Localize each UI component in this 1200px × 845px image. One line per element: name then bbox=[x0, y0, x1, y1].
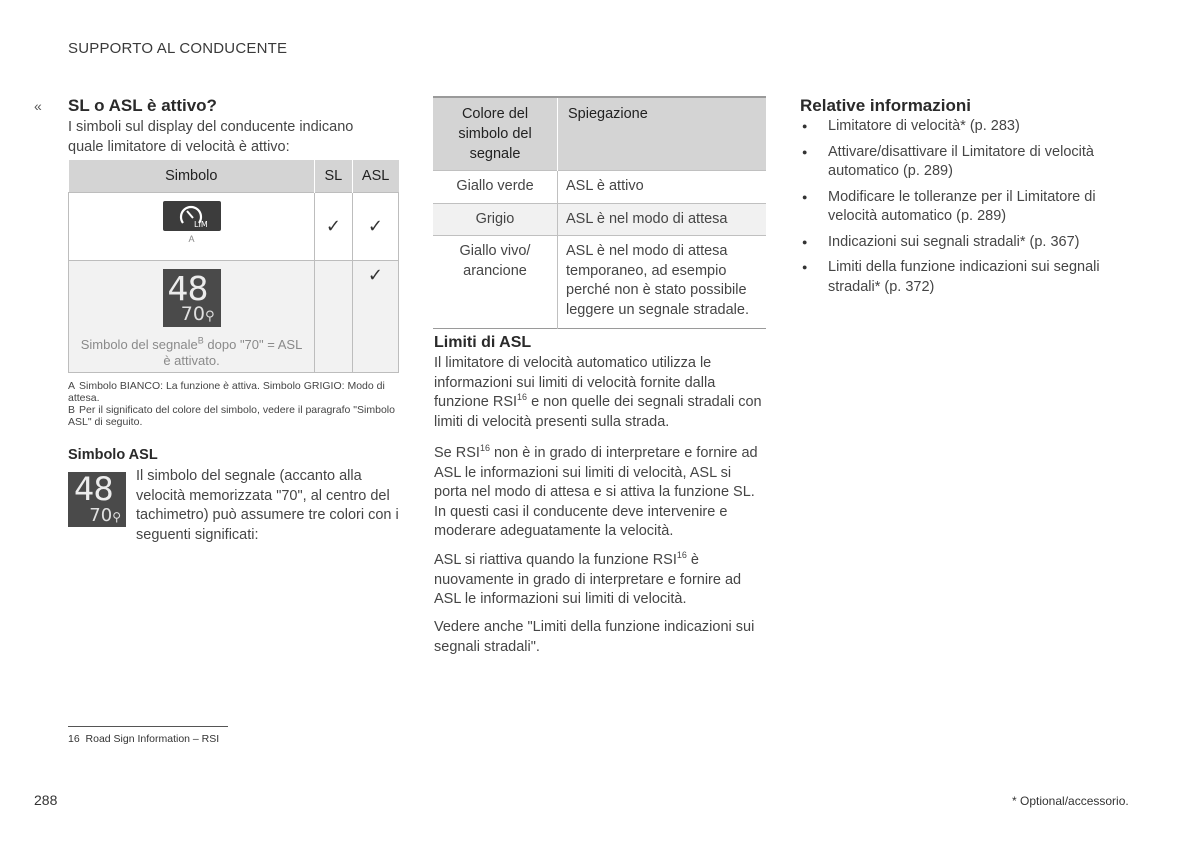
simbolo-asl-title: Simbolo ASL bbox=[68, 447, 158, 463]
footnote-b: B Per il significato del colore del simbolo, vedere il paragrafo "Simbolo ASL" di seguito. bbox=[68, 404, 395, 428]
lim-label: LIM bbox=[193, 220, 208, 229]
related-link[interactable]: ● Indicazioni sui segnali stradali* (p. 367) bbox=[800, 233, 1130, 253]
related-link[interactable]: ● Limitatore di velocità* (p. 283) bbox=[800, 117, 1130, 137]
limiti-paragraph-1: Il limitatore di velocità automatico utilizza le informazioni sui limiti di velocità fornite dalla funzione RSI$^{16}$ e non quelle dei segnali stradali con limiti di velocità presenti sulla strada. bbox=[434, 355, 762, 430]
color-meaning-table bbox=[433, 96, 766, 329]
asl-symbol-icon bbox=[68, 472, 126, 527]
asl-check-2: ✓ bbox=[367, 265, 383, 285]
related-link[interactable]: ● Limiti della funzione indicazioni sui segnali stradali* (p. 372) bbox=[800, 258, 1130, 297]
explanation-cell: ASL è attivo bbox=[558, 171, 767, 204]
asl-symbol-caption: Simbolo del segnale$^B$ dopo "70" = ASL è attivato. bbox=[80, 335, 303, 368]
symbol-table bbox=[68, 160, 399, 373]
related-list bbox=[800, 117, 1130, 303]
explanation-cell: ASL è nel modo di attesa bbox=[558, 203, 767, 236]
color-cell: Giallo verde bbox=[433, 171, 558, 204]
speed-limiter-icon bbox=[163, 201, 221, 231]
footnote-16: 16 Road Sign Information – RSI bbox=[68, 733, 220, 745]
lim-symbol-cell bbox=[69, 193, 315, 261]
footnote-divider bbox=[68, 726, 228, 727]
asl-symbol-cell bbox=[69, 261, 315, 373]
asl-set-speed: 48 bbox=[74, 470, 113, 508]
limiti-paragraph-3: ASL si riattiva quando la funzione RSI$^{16}$ è nuovamente in grado di interpretare e fornire ad ASL le informazioni sui limiti di velocità. bbox=[434, 550, 742, 607]
section-header: SUPPORTO AL CONDUCENTE bbox=[68, 40, 288, 57]
sl-asl-intro: I simboli sul display del conducente indicano quale limitatore di velocità è attivo: bbox=[68, 119, 354, 155]
limiti-paragraph-4: Vedere anche "Limiti della funzione indicazioni sui segnali stradali". bbox=[434, 619, 755, 655]
color-header: Colore del simbolo del segnale bbox=[433, 97, 558, 171]
sl-empty-cell bbox=[315, 261, 353, 373]
related-link[interactable]: ● Modificare le tolleranze per il Limitatore di velocità automatico (p. 289) bbox=[800, 188, 1130, 227]
related-link[interactable]: ● Attivare/disattivare il Limitatore di velocità automatico (p. 289) bbox=[800, 143, 1130, 182]
sl-check: ✓ bbox=[325, 216, 341, 236]
footnote-a: A Simbolo BIANCO: La funzione è attiva. Simbolo GRIGIO: Modo di attesa. bbox=[68, 380, 385, 404]
related-title: Relative informazioni bbox=[800, 96, 971, 115]
page-number: 288 bbox=[34, 792, 58, 808]
speed-limit-number: 70⚲ bbox=[180, 303, 215, 325]
explanation-cell: ASL è nel modo di attesa temporaneo, ad esempio perché non è stato possibile leggere un segnale stradale. bbox=[558, 236, 767, 329]
limiti-paragraph-2: Se RSI$^{16}$ non è in grado di interpretare e fornire ad ASL le informazioni sui limiti di velocità, ASL si porta nel modo di attesa e si attiva la funzione SL. In questi casi il conducente deve intervenire e moderare adeguatamente la velocità. bbox=[434, 443, 758, 539]
limiti-title: Limiti di ASL bbox=[434, 334, 532, 351]
optional-note: * Optional/accessorio. bbox=[1012, 794, 1129, 808]
table-footnotes bbox=[68, 380, 400, 428]
footnote-ref-a: A bbox=[188, 234, 195, 244]
set-speed-number: 48 bbox=[167, 269, 208, 308]
color-cell: Grigio bbox=[433, 203, 558, 236]
asl-limit-speed: 70⚲ bbox=[89, 505, 121, 526]
asl-speed-display-icon bbox=[163, 269, 221, 327]
color-cell: Giallo vivo/ arancione bbox=[433, 236, 558, 329]
simbolo-asl-text: Il simbolo del segnale (accanto alla velocità memorizzata "70", al centro del tachimetro) può assumere tre colori con i seguenti significati: bbox=[136, 468, 399, 543]
sl-asl-title: SL o ASL è attivo? bbox=[68, 96, 217, 115]
asl-header: ASL bbox=[352, 160, 398, 193]
sl-header: SL bbox=[315, 160, 353, 193]
explanation-header: Spiegazione bbox=[558, 97, 767, 171]
asl-check: ✓ bbox=[367, 216, 383, 236]
back-chevron-icon[interactable]: « bbox=[34, 98, 39, 114]
symbol-header: Simbolo bbox=[69, 160, 315, 193]
